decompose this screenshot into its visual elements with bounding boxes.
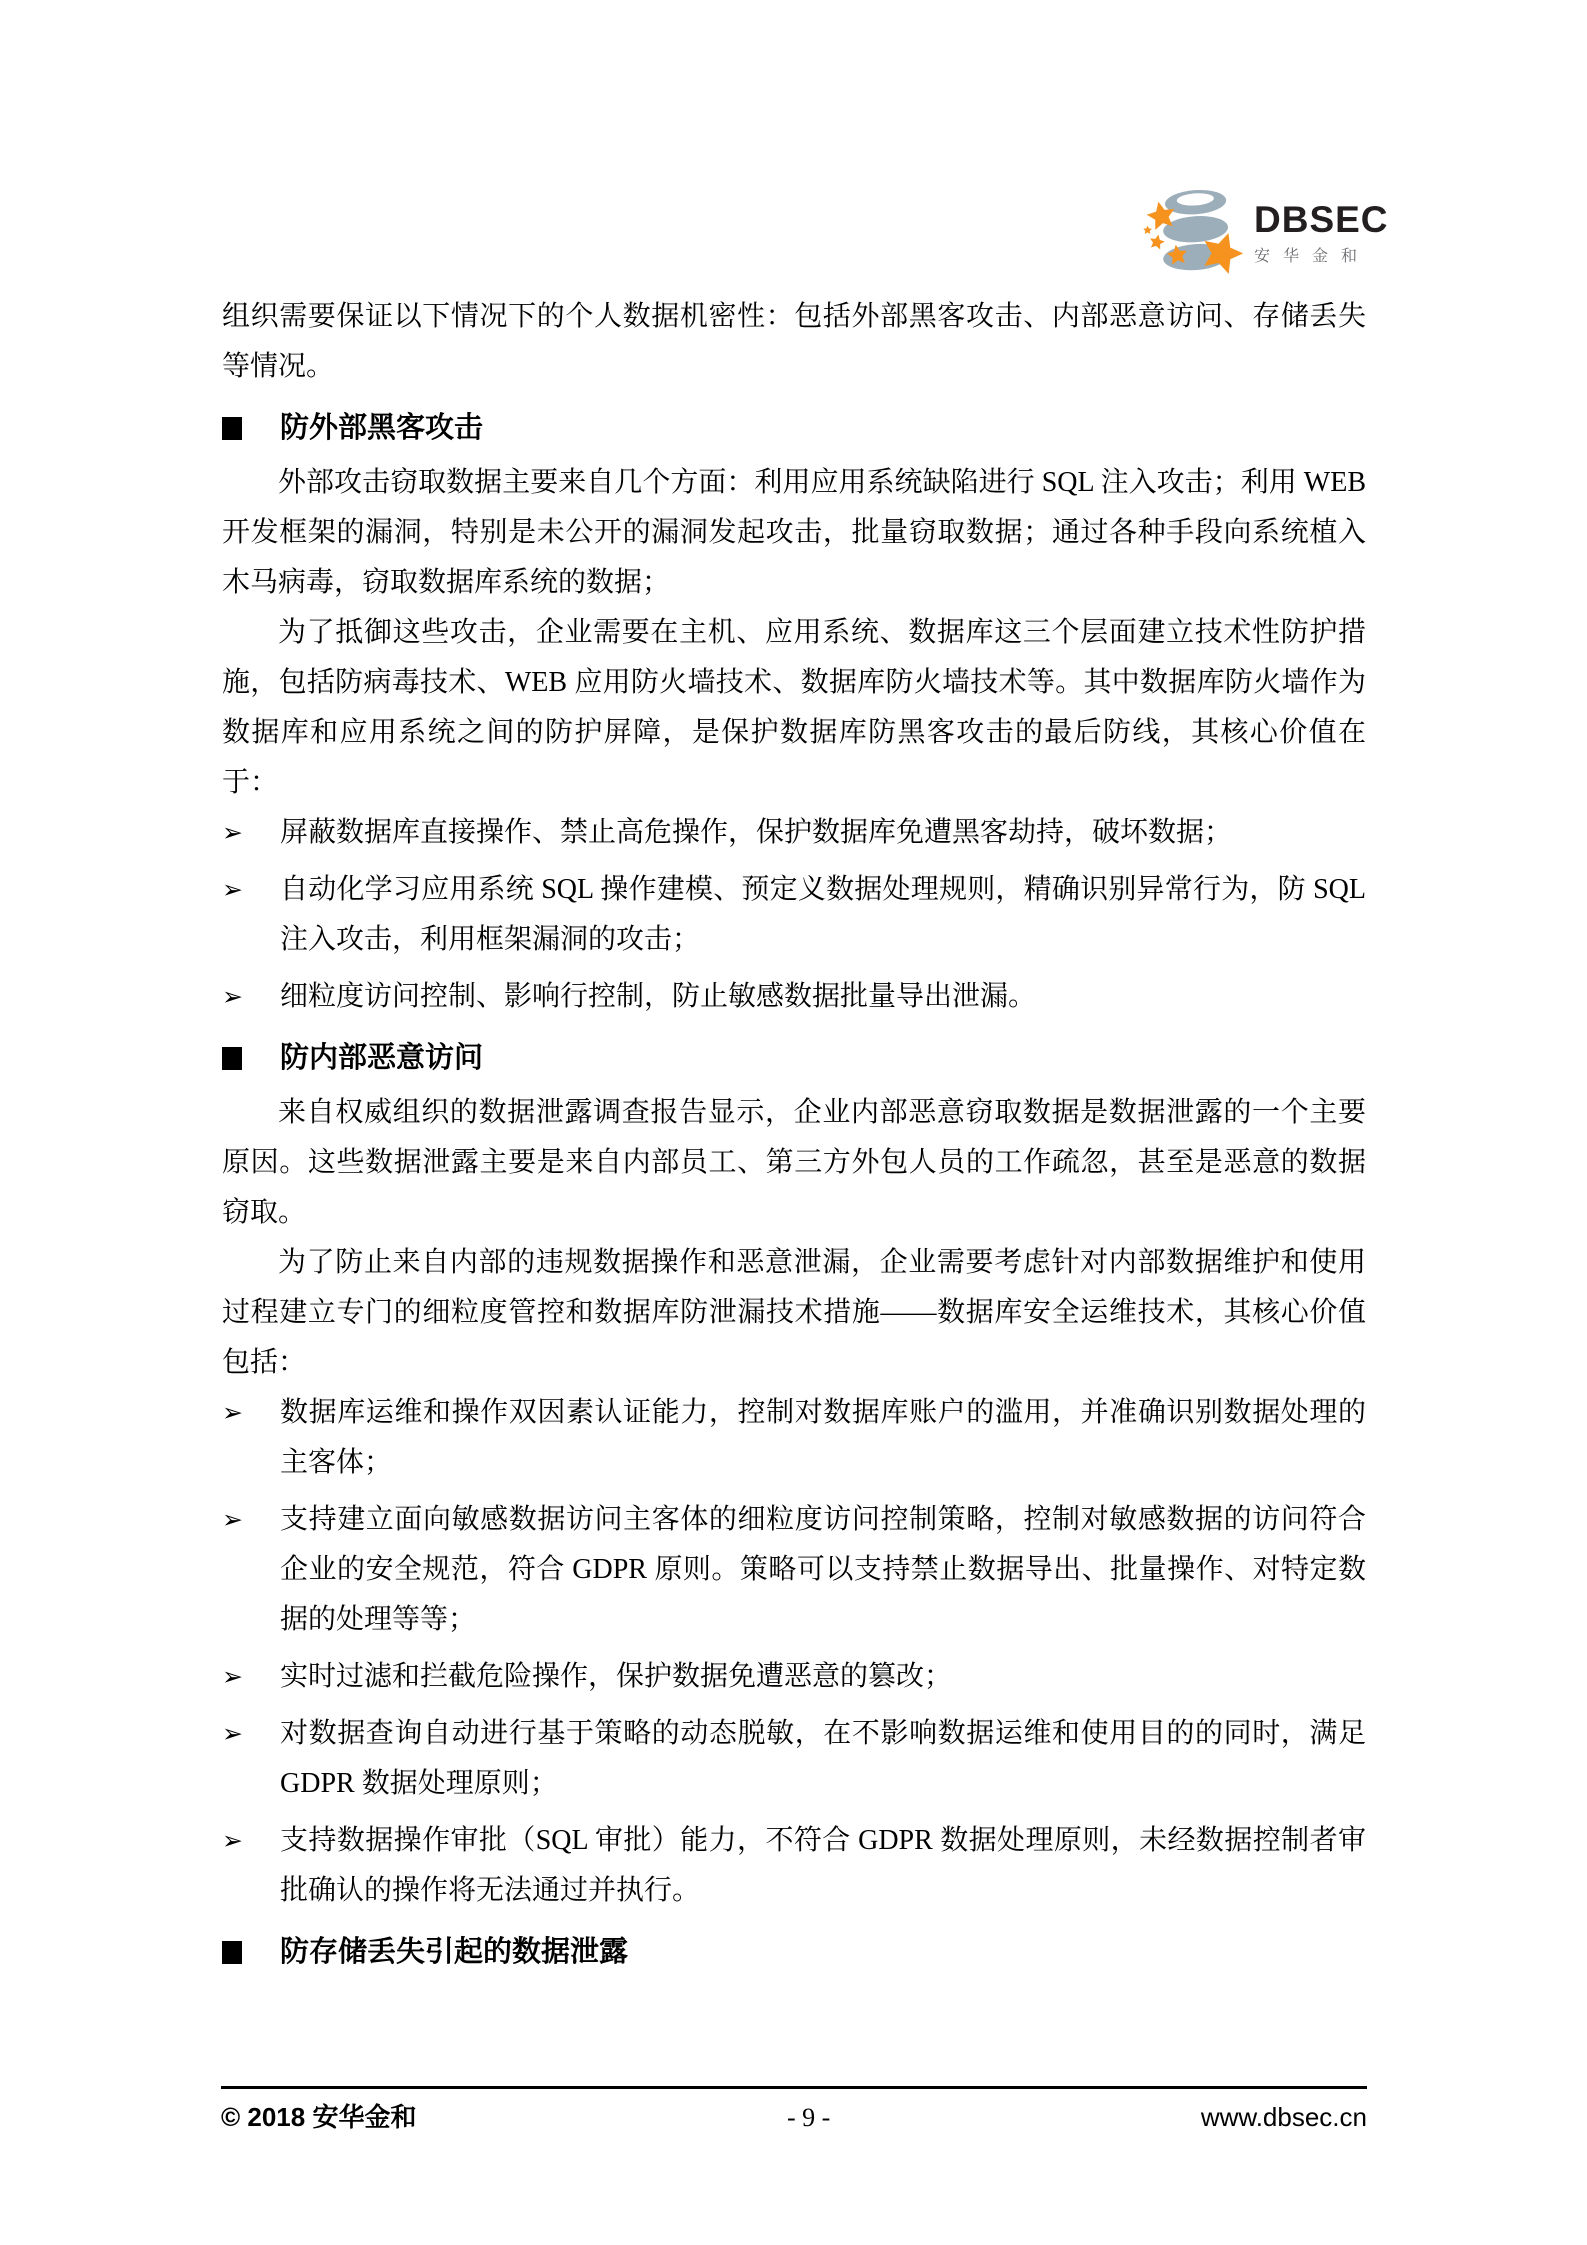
page-number: - 9 -: [786, 2103, 831, 2132]
bullet-arrow-icon: ➢: [222, 1719, 243, 1748]
brand-name: DBSEC: [1254, 198, 1389, 240]
list-item: [222, 1816, 1366, 1916]
intro-paragraph: 组织需要保证以下情况下的个人数据机密性：包括外部黑客攻击、内部恶意访问、存储丢失等情况。: [222, 301, 1366, 382]
brand-chinese-name: 安华金和: [1254, 247, 1371, 265]
bullet-text: 实时过滤和拦截危险操作，保护数据免遭恶意的篡改；: [280, 1661, 953, 1692]
bullet-arrow-icon: ➢: [222, 1826, 243, 1855]
bullet-arrow-icon: ➢: [222, 875, 243, 904]
heading-square-icon: [222, 1047, 242, 1070]
section-heading-label: 防外部黑客攻击: [280, 412, 484, 444]
bullet-arrow-icon: ➢: [222, 982, 243, 1011]
paragraph: 外部攻击窃取数据主要来自几个方面：利用应用系统缺陷进行 SQL 注入攻击；利用 WEB 开发框架的漏洞，特别是未公开的漏洞发起攻击，批量窃取数据；通过各种手段向系统植入木马病毒，窃取数据库系统的数据；: [222, 467, 1366, 598]
bullet-list: [222, 1388, 1366, 1916]
heading-square-icon: [222, 1941, 242, 1964]
bullet-text: 支持数据操作审批（SQL 审批）能力，不符合 GDPR 数据处理原则，未经数据控制者审批确认的操作将无法通过并执行。: [280, 1825, 1366, 1906]
copyright-text: © 2018 安华金和: [221, 2102, 417, 2132]
dbsec-logo: [1142, 184, 1389, 282]
list-item: [222, 1652, 1366, 1702]
footer-divider: [221, 2086, 1367, 2089]
bullet-arrow-icon: ➢: [222, 1662, 243, 1691]
list-item: [222, 808, 1366, 858]
website-url: www.dbsec.cn: [1200, 2102, 1367, 2132]
bullet-arrow-icon: ➢: [222, 1505, 243, 1534]
section-heading-label: 防存储丢失引起的数据泄露: [280, 1936, 629, 1968]
bullet-text: 对数据查询自动进行基于策略的动态脱敏，在不影响数据运维和使用目的的同时，满足 GDPR 数据处理原则；: [280, 1718, 1366, 1799]
paragraph: 来自权威组织的数据泄露调查报告显示，企业内部恶意窃取数据是数据泄露的一个主要原因。这些数据泄露主要是来自内部员工、第三方外包人员的工作疏忽，甚至是恶意的数据窃取。: [222, 1097, 1366, 1228]
bullet-text: 细粒度访问控制、影响行控制，防止敏感数据批量导出泄漏。: [280, 981, 1037, 1012]
document-body: [222, 292, 1366, 1982]
bullet-arrow-icon: ➢: [222, 1398, 243, 1427]
bullet-list: [222, 808, 1366, 1022]
list-item: [222, 1709, 1366, 1809]
bullet-text: 数据库运维和操作双因素认证能力，控制对数据库账户的滥用，并准确识别数据处理的主客体；: [280, 1397, 1366, 1478]
heading-square-icon: [222, 417, 242, 440]
bullet-text: 自动化学习应用系统 SQL 操作建模、预定义数据处理规则，精确识别异常行为，防 SQL 注入攻击，利用框架漏洞的攻击；: [280, 874, 1366, 955]
section-heading-external-hacker: [222, 406, 1366, 450]
paragraph: 为了防止来自内部的违规数据操作和恶意泄漏，企业需要考虑针对内部数据维护和使用过程建立专门的细粒度管控和数据库防泄漏技术措施——数据库安全运维技术，其核心价值包括：: [222, 1247, 1366, 1378]
section-heading-internal-malicious-access: [222, 1036, 1366, 1080]
paragraph: 为了抵御这些攻击，企业需要在主机、应用系统、数据库这三个层面建立技术性防护措施，包括防病毒技术、WEB 应用防火墙技术、数据库防火墙技术等。其中数据库防火墙作为数据库和应用系统之间的防护屏障，是保护数据库防黑客攻击的最后防线，其核心价值在于：: [222, 617, 1366, 798]
database-stars-logo-icon: [1142, 184, 1246, 282]
list-item: [222, 972, 1366, 1022]
logo-text: [1254, 198, 1389, 266]
section-heading-storage-loss: [222, 1930, 1366, 1974]
list-item: [222, 865, 1366, 965]
bullet-text: 支持建立面向敏感数据访问主客体的细粒度访问控制策略，控制对敏感数据的访问符合企业的安全规范，符合 GDPR 原则。策略可以支持禁止数据导出、批量操作、对特定数据的处理等等；: [280, 1504, 1366, 1635]
bullet-arrow-icon: ➢: [222, 818, 243, 847]
list-item: [222, 1495, 1366, 1645]
bullet-text: 屏蔽数据库直接操作、禁止高危操作，保护数据库免遭黑客劫持，破坏数据；: [280, 817, 1233, 848]
section-heading-label: 防内部恶意访问: [280, 1042, 484, 1074]
list-item: [222, 1388, 1366, 1488]
page-footer: [221, 2100, 1367, 2135]
